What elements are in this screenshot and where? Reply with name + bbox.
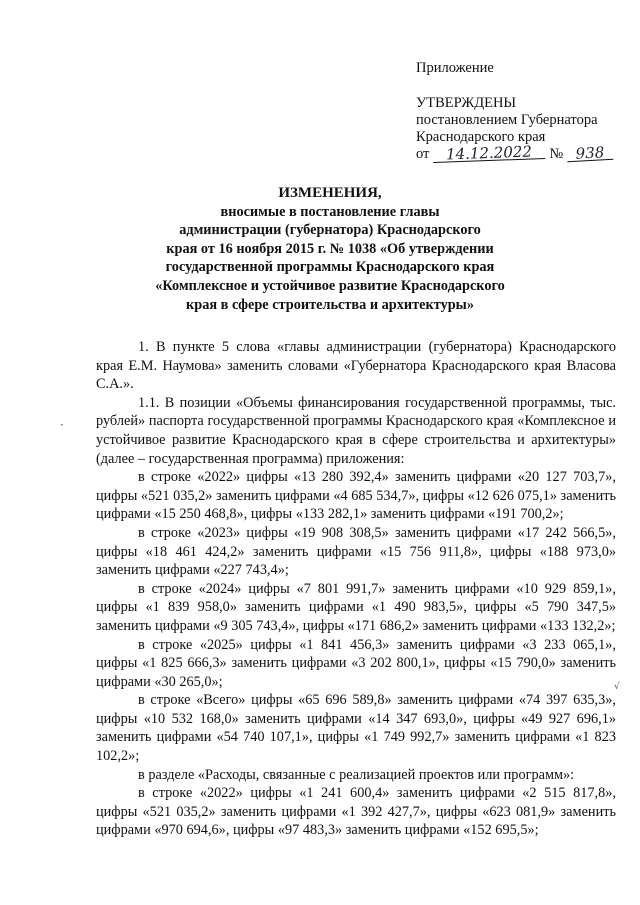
paragraph-section-heading: в разделе «Расходы, связанные с реализацией проектов или программ»: bbox=[138, 766, 575, 783]
paragraph-row-2025: в строке «2025» цифры «1 841 456,3» заменить цифрами «3 233 065,1», цифры «1 825 666,3» заменить цифрами «3 202 800,1», цифры «15 790,0» заменить цифрами «30 265,0»; bbox=[96, 636, 616, 690]
title-line: края от 16 ноября 2015 г. № 1038 «Об утверждении bbox=[166, 240, 494, 257]
paragraph-item-1-1: 1.1. В позиции «Объемы финансирования государственной программы, тыс. рублей» паспорта государственной программы Краснодарского края «Комплексное и устойчивое развитие Краснодарского края в сфере строительства и архитектуры» (далее – государственная программа) приложения: bbox=[96, 394, 616, 467]
paragraph-row-2023: в строке «2023» цифры «19 908 308,5» заменить цифрами «17 242 566,5», цифры «18 461 424,2» заменить цифрами «15 756 911,8», цифры «188 973,0» заменить цифрами «227 743,4»; bbox=[96, 524, 616, 579]
approval-block bbox=[416, 60, 626, 163]
paragraph-row-2022: в строке «2022» цифры «13 280 392,4» заменить цифрами «20 127 703,7», цифры «521 035,2» заменить цифрами «4 685 534,7», цифры «12 626 075,1» заменить цифрами «15 250 468,8», цифры «133 282,1» заменить цифрами «191 700,2»; bbox=[96, 469, 616, 523]
number-sign: № bbox=[549, 146, 564, 162]
title-main: ИЗМЕНЕНИЯ, bbox=[278, 185, 382, 201]
check-mark: √ bbox=[614, 682, 620, 692]
title-line: вносимые в постановление главы bbox=[220, 203, 440, 220]
date-prefix: от bbox=[416, 146, 430, 162]
paragraph-row-total: в строке «Всего» цифры «65 696 589,8» заменить цифрами «74 397 635,3», цифры «10 532 168,0» заменить цифрами «14 347 693,0», цифры «49 927 696,1» заменить цифрами «54 740 107,1», цифры «1 749 992,7» заменить цифрами «1 823 102,2»; bbox=[96, 692, 616, 765]
paragraph-item-1: 1. В пункте 5 слова «главы администрации (губернатора) Краснодарского края Е.М. Наумова» заменить словами «Губернатора Краснодарского края Власова С.А.». bbox=[96, 339, 616, 393]
title-line: «Комплексное и устойчивое развитие Краснодарского bbox=[155, 277, 505, 294]
approved-by-line2: Краснодарского края bbox=[416, 129, 546, 145]
approval-date-line bbox=[416, 142, 626, 164]
paragraph-row-2024: в строке «2024» цифры «7 801 991,7» заменить цифрами «10 929 859,1», цифры «1 839 958,0» заменить цифрами «1 490 983,5», цифры «5 790 347,5» заменить цифрами «9 305 743,4», цифры «171 686,2» заменить цифрами «133 132,2»; bbox=[96, 580, 616, 634]
appendix-label: Приложение bbox=[416, 60, 494, 76]
title-line: администрации (губернатора) Краснодарского bbox=[179, 222, 481, 239]
approved-by-line1: постановлением Губернатора bbox=[416, 112, 598, 128]
paragraph-section-row-2022: в строке «2022» цифры «1 241 600,4» заменить цифрами «2 515 817,8», цифры «521 035,2» заменить цифрами «1 392 427,7», цифры «623 081,9» заменить цифрами «970 694,6», цифры «97 483,3» заменить цифрами «152 695,5»; bbox=[96, 785, 616, 839]
title-line: края в сфере строительства и архитектуры» bbox=[186, 296, 474, 313]
document-body bbox=[96, 338, 616, 840]
approved-label: УТВЕРЖДЕНЫ bbox=[416, 95, 517, 111]
handwritten-date: 14.12.2022 bbox=[433, 144, 545, 163]
handwritten-number: 938 bbox=[567, 145, 614, 162]
title-line: государственной программы Краснодарского края bbox=[165, 259, 495, 276]
margin-dot-mark: · bbox=[60, 418, 64, 432]
document-title bbox=[140, 184, 520, 314]
